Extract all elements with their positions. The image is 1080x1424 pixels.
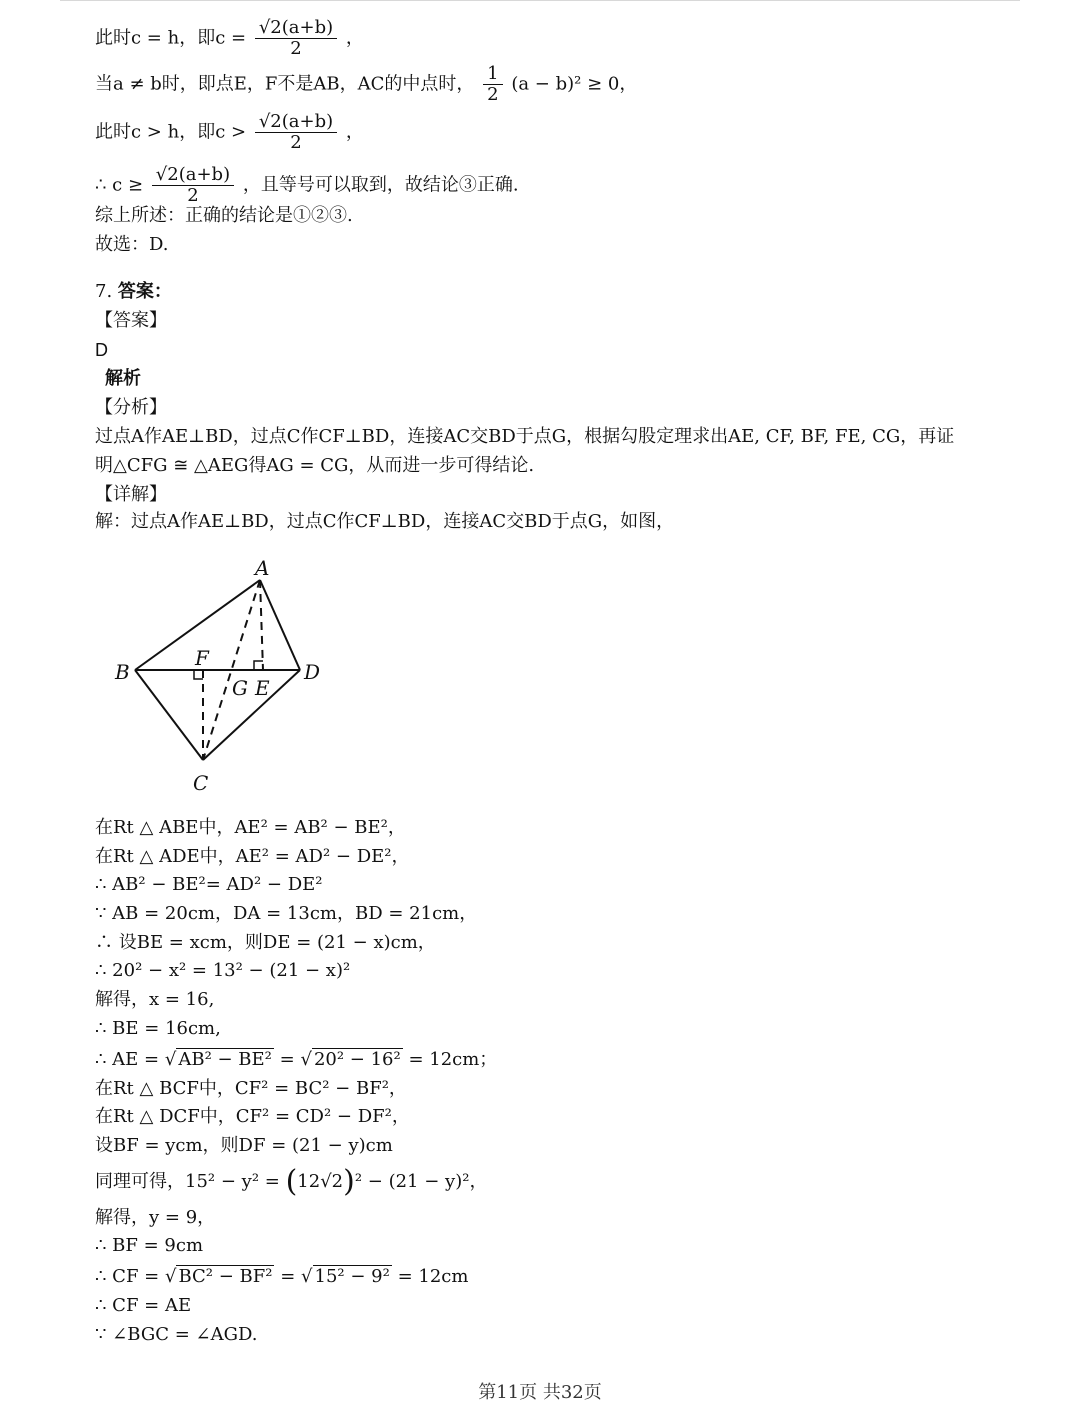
text: 当a ≠ b时，即点E，F不是AB，AC的中点时， — [95, 73, 475, 95]
step-line: ∴ AB² − BE²= AD² − DE² — [95, 874, 323, 895]
text: = 12cm — [397, 1266, 469, 1287]
text: = 12cm； — [408, 1049, 498, 1070]
fraction — [483, 64, 502, 105]
analysis-title: 解析 — [105, 368, 141, 389]
label-g: G — [232, 676, 248, 700]
step-line: 在Rt △ BCF中，CF² = BC² − BF²， — [95, 1078, 407, 1099]
fenxi-line-1: 过点A作AE⊥BD，过点C作CF⊥BD，连接AC交BD于点G，根据勾股定理求出AE, CF, BF, FE, CG，再证 — [95, 426, 955, 447]
fraction-den: 2 — [290, 132, 302, 153]
altitude-ae — [260, 580, 263, 670]
sqrt-symbol: √ — [301, 1266, 313, 1287]
fraction — [255, 18, 337, 59]
radicand: AB² − BE² — [178, 1049, 272, 1070]
step-line: ∴ 设BE = xcm，则DE = (21 − x)cm， — [95, 932, 436, 953]
label-e: E — [255, 676, 270, 700]
fraction — [152, 165, 234, 206]
label-f: F — [195, 646, 209, 670]
label-d: D — [304, 660, 321, 684]
step-line: ∵ AB = 20cm，DA = 13cm，BD = 21cm， — [95, 903, 478, 924]
text: ∴ c ≥ — [95, 174, 144, 196]
fraction-den: 2 — [290, 38, 302, 59]
top-rule — [60, 0, 1020, 1]
step-line: 在Rt △ DCF中，CF² = CD² − DF²， — [95, 1106, 410, 1127]
fraction-num: √2(a+b) — [152, 165, 234, 186]
step-line: ∴ CF = AE — [95, 1295, 192, 1316]
step-line-cf-sqrt — [95, 1265, 468, 1289]
text: 此时c > h，即c > — [95, 121, 247, 143]
question-7-heading — [95, 280, 172, 304]
radicand: BC² − BF² — [178, 1266, 273, 1287]
paren-open: ( — [285, 1164, 298, 1199]
text: ² − (21 − y)²， — [354, 1171, 488, 1192]
sqrt-symbol: √ — [164, 1049, 177, 1070]
answer-header: 【答案】 — [95, 310, 167, 331]
radicand: 15² − 9² — [314, 1266, 390, 1287]
line-c-equals-h — [95, 18, 364, 59]
step-line: 解得，x = 16, — [95, 989, 215, 1010]
text: ∴ CF = — [95, 1266, 160, 1287]
right-angle-f — [194, 670, 203, 679]
text: ∴ AE = — [95, 1049, 160, 1070]
radicand: 20² − 16² — [313, 1049, 401, 1070]
edge-ad — [260, 580, 300, 670]
label-c: C — [193, 771, 209, 795]
text: = — [279, 1049, 295, 1070]
line-a-neq-b — [95, 64, 637, 105]
answer-label: 答案： — [117, 281, 172, 302]
line-c-gt-h — [95, 112, 364, 153]
right-angle-e — [254, 661, 263, 670]
fraction-den: 2 — [487, 84, 499, 105]
fenxi-line-2: 明△CFG ≅ △AEG得AG = CG，从而进一步可得结论. — [95, 455, 535, 476]
page-footer: 第11页 共32页 — [478, 1382, 602, 1403]
step-line: 设BF = ycm，则DF = (21 − y)cm — [95, 1135, 393, 1156]
fraction-den: 2 — [187, 185, 199, 206]
fraction-num: √2(a+b) — [255, 18, 337, 39]
paren-close: ) — [343, 1164, 355, 1199]
text: ， — [345, 27, 364, 49]
step-line: ∴ BF = 9cm — [95, 1235, 204, 1256]
fraction-num: √2(a+b) — [255, 112, 337, 133]
text: ，且等号可以取到，故结论③正确. — [242, 174, 519, 196]
step-line: 解得，y = 9， — [95, 1207, 216, 1228]
text: 12√2 — [297, 1171, 344, 1192]
quadrilateral-figure — [105, 555, 345, 800]
step-line: ∴ BE = 16cm, — [95, 1018, 221, 1039]
fraction-num: 1 — [483, 64, 502, 85]
summary-line: 综上所述：正确的结论是①②③. — [95, 205, 353, 226]
fraction — [255, 112, 337, 153]
step-line: ∴ 20² − x² = 13² − (21 − x)² — [95, 960, 351, 981]
step-line-same-reason — [95, 1164, 488, 1199]
label-a: A — [255, 556, 270, 580]
sqrt-symbol: √ — [300, 1049, 312, 1070]
xiangjie-header: 【详解】 — [95, 484, 167, 505]
choice-line: 故选：D. — [95, 234, 169, 255]
sqrt-symbol: √ — [164, 1266, 177, 1287]
text: ， — [345, 121, 364, 143]
step-line-ae-sqrt — [95, 1048, 497, 1072]
step-line: 在Rt △ ABE中，AE² = AB² − BE²， — [95, 817, 406, 838]
text: 此时c = h，即c = — [95, 27, 247, 49]
label-b: B — [115, 660, 130, 684]
text: 同理可得，15² − y² = — [95, 1171, 280, 1192]
answer-value: D — [95, 340, 108, 360]
edge-bc — [135, 670, 203, 760]
step-line: 在Rt △ ADE中，AE² = AD² − DE²， — [95, 846, 410, 867]
question-number: 7. — [95, 281, 113, 302]
text: (a − b)² ≥ 0， — [511, 73, 638, 95]
line-therefore-c-geq — [95, 165, 519, 206]
fenxi-header: 【分析】 — [95, 397, 167, 418]
text: = — [280, 1266, 296, 1287]
xiangjie-line-1: 解：过点A作AE⊥BD，过点C作CF⊥BD，连接AC交BD于点G，如图， — [95, 511, 675, 532]
step-line: ∵ ∠BGC = ∠AGD. — [95, 1324, 258, 1345]
